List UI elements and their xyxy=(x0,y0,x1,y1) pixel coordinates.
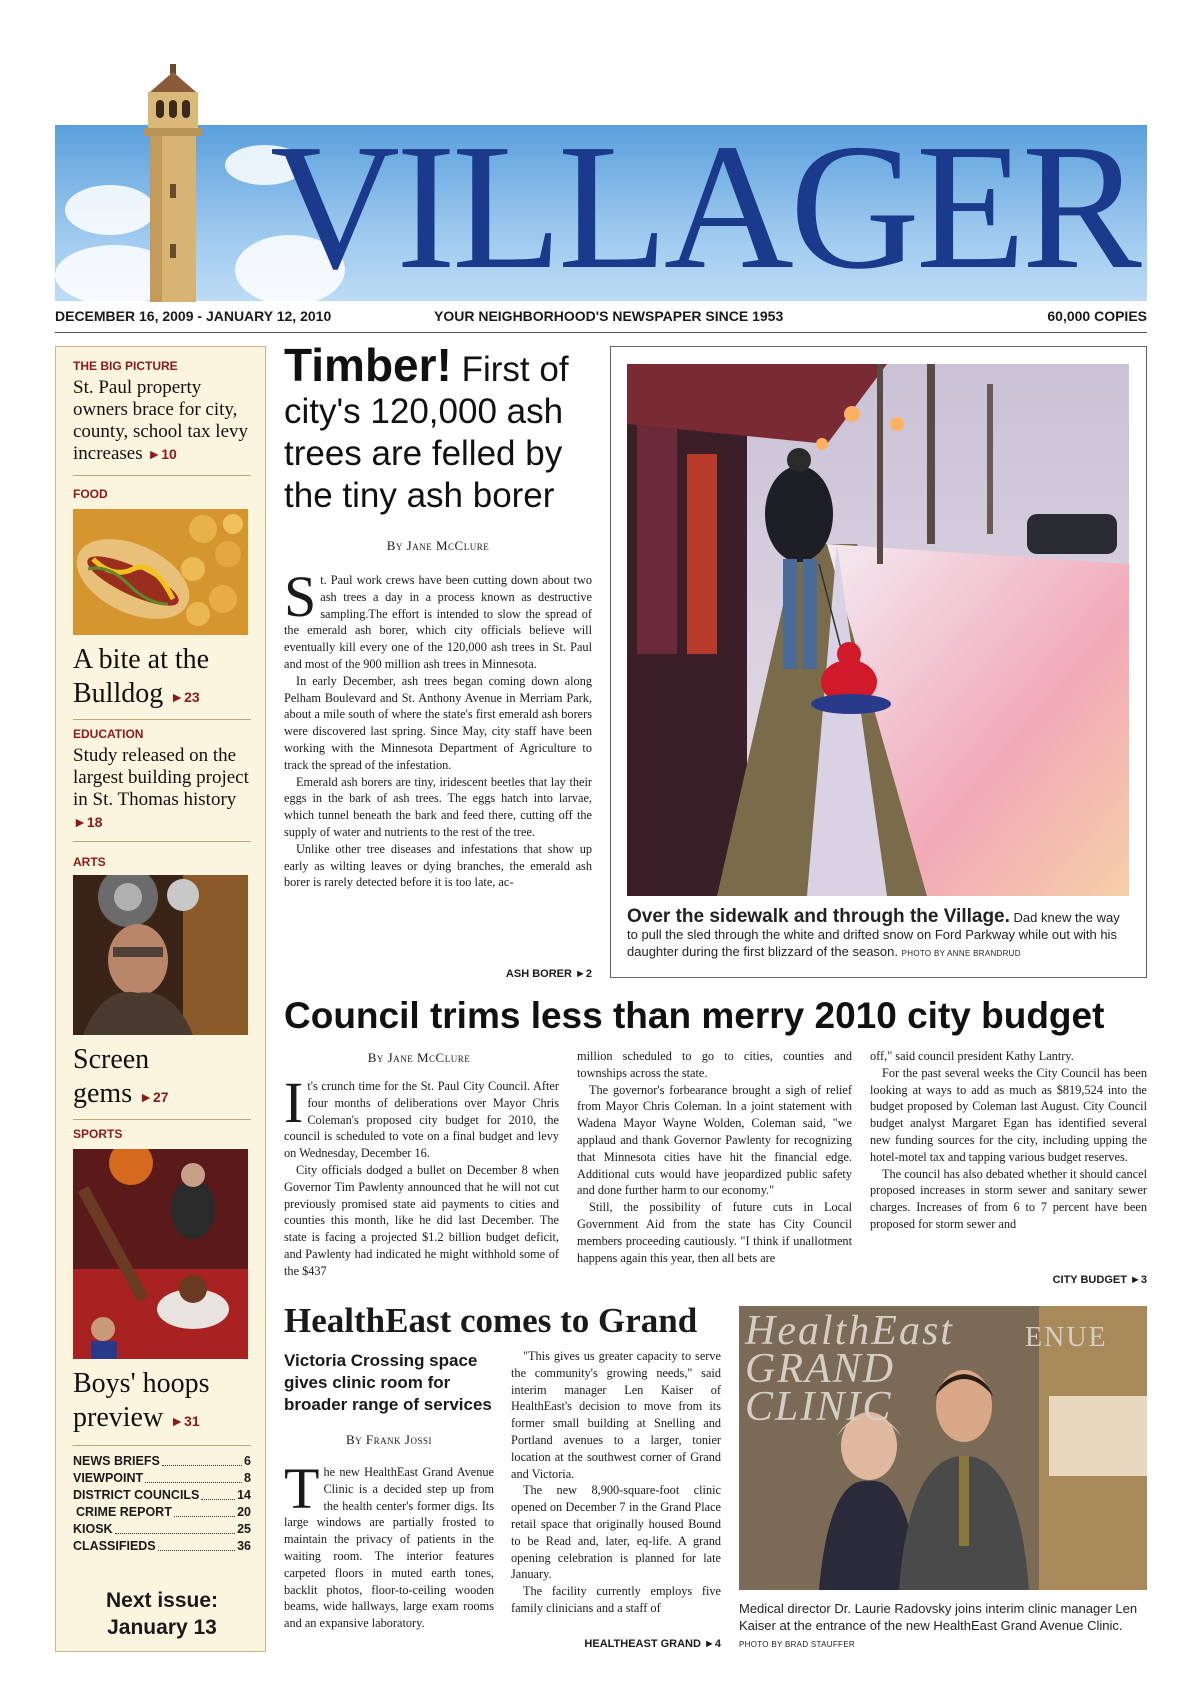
budget-jump-link[interactable]: CITY BUDGET ►3 xyxy=(1052,1274,1147,1286)
timber-body xyxy=(284,564,592,891)
index-page: 25 xyxy=(237,1522,251,1536)
teaser-big-picture[interactable] xyxy=(73,359,251,465)
photo1-caption xyxy=(627,908,1129,962)
teaser-label: FOOD xyxy=(73,487,108,501)
clinic-sign-avenue: ENUE xyxy=(1025,1322,1108,1353)
teaser-headline: Study released on the largest building project in St. Thomas history xyxy=(73,745,249,810)
healtheast-col-2 xyxy=(511,1348,721,1617)
healtheast-headline[interactable]: HealthEast comes to Grand xyxy=(284,1301,698,1340)
teaser-arts[interactable] xyxy=(73,1043,251,1114)
paragraph: t's crunch time for the St. Paul City Council. After four months of deliberations over Mayor Chris Coleman's proposed city budget for 2010, the council is scheduled to vote on a final budget and levy on Wednesday, December 16. xyxy=(284,1079,559,1161)
teaser-arts-label xyxy=(73,855,251,869)
budget-headline[interactable]: Council trims less than merry 2010 city budget xyxy=(284,995,1105,1036)
index-name: NEWS BRIEFS xyxy=(73,1454,160,1468)
divider xyxy=(73,719,251,720)
teaser-sports-label xyxy=(73,1127,251,1141)
next-issue-date: January 13 xyxy=(107,1616,217,1639)
healtheast-subhead: Victoria Crossing space gives clinic room for broader range of services xyxy=(284,1351,492,1414)
caption-lead: Over the sidewalk and through the Village. xyxy=(627,906,1010,927)
paragraph: The governor's forbearance brought a sigh of relief from Mayor Chris Coleman. In a joint statement with Wadena Mayor Wayne Wolden, Coleman said, "we applaud and thank Governor Pawlenty for recognizing that Minnesota cities have hit the financial edge. Additional cuts would have jeopardized public safety and done further harm to our economy." xyxy=(577,1082,852,1198)
clinic-photo xyxy=(739,1306,1147,1590)
timber-jump-link[interactable]: ASH BORER ►2 xyxy=(505,968,592,980)
dropcap: I xyxy=(284,1070,304,1135)
paragraph: For the past several weeks the City Council has been looking at ways to add as much as $819,524 into the budget proposed by Coleman last August. City Council budget analyst Margaret Egan has identified several new funding sources for the city, including upping the hotel-motel tax and tapping various budget reserves. xyxy=(870,1065,1147,1164)
dateline-bar xyxy=(55,308,1147,330)
teaser-headline: Boys' hoops preview xyxy=(73,1368,210,1433)
budget-col-3 xyxy=(870,1048,1147,1233)
timber-headline-rest: First of city's 120,000 ash trees are felled by the tiny ash borer xyxy=(284,350,569,515)
teaser-label: EDUCATION xyxy=(73,727,144,741)
divider xyxy=(73,1445,251,1446)
timber-byline: By Jane McClure xyxy=(386,538,490,553)
index-name: CLASSIFIEDS xyxy=(73,1539,156,1553)
page-index xyxy=(73,1453,251,1555)
teaser-food[interactable] xyxy=(73,643,251,714)
index-name: CRIME REPORT xyxy=(76,1505,172,1519)
projectionist-photo xyxy=(73,875,248,1035)
paragraph: off," said council president Kathy Lantry. xyxy=(870,1049,1074,1063)
copies-count: 60,000 COPIES xyxy=(1047,308,1147,324)
snow-sidewalk-photo xyxy=(627,364,1129,896)
index-page: 14 xyxy=(237,1488,251,1502)
tagline: YOUR NEIGHBORHOOD'S NEWSPAPER SINCE 1953 xyxy=(434,308,784,324)
photo-credit: PHOTO BY BRAD STAUFFER xyxy=(739,1640,855,1649)
teaser-headline: A bite at the Bulldog xyxy=(73,644,210,709)
teaser-sports[interactable] xyxy=(73,1367,251,1438)
index-page: 6 xyxy=(244,1454,251,1468)
masthead-title: VILLAGER xyxy=(270,125,1138,301)
sidebar-teasers xyxy=(55,346,266,1652)
teaser-page-ref: ►18 xyxy=(73,814,103,830)
paragraph: "This gives us greater capacity to serve the community's growing needs," said interim manager Len Kaiser of HealthEast's decision to move from its former small building at Snelling and Portland avenues to a larger, tonier location at the southwest corner of Grand and Victoria. xyxy=(511,1349,721,1481)
teaser-headline: Screen gems xyxy=(73,1044,150,1109)
index-page: 36 xyxy=(237,1539,251,1553)
header-rule xyxy=(55,332,1147,333)
teaser-page-ref: ►27 xyxy=(139,1089,169,1105)
hotdog-photo xyxy=(73,509,248,635)
paragraph: t. Paul work crews have been cutting down about two ash trees a day in a process known as destructive sampling.The effort is intended to slow the spread of the emerald ash borer, which city officials believe will eventually kill every one of the 120,000 ash trees in St. Paul and most of the 900 million ash trees in Minnesota. xyxy=(284,573,592,671)
index-row[interactable] xyxy=(73,1470,251,1487)
index-name: KIOSK xyxy=(73,1522,113,1536)
index-name: DISTRICT COUNCILS xyxy=(73,1488,200,1502)
teaser-page-ref: ►10 xyxy=(147,446,177,462)
index-row[interactable] xyxy=(73,1521,251,1538)
index-page: 20 xyxy=(237,1505,251,1519)
paragraph: million scheduled to go to cities, counties and townships across the state. xyxy=(577,1049,852,1080)
paragraph: he new HealthEast Grand Avenue Clinic is a decided step up from the health center's former digs. Its large windows are partially frosted to maintain the privacy of patients in the waiting room. The interior features carpeted floors in muted earth tones, backlit photos, floor-to-ceiling wooden beams, wide hallways, large exam rooms and an expansive laboratory. xyxy=(284,1465,494,1631)
dropcap: S xyxy=(284,564,317,629)
teaser-headline: St. Paul property owners brace for city, county, school tax levy increases xyxy=(73,377,249,464)
index-row[interactable] xyxy=(73,1538,251,1555)
teaser-label: THE BIG PICTURE xyxy=(73,359,178,373)
budget-col-2 xyxy=(577,1048,852,1266)
index-row[interactable] xyxy=(73,1504,251,1521)
index-row[interactable] xyxy=(73,1487,251,1504)
teaser-food-label xyxy=(73,487,251,501)
divider xyxy=(73,841,251,842)
healtheast-col-1 xyxy=(284,1456,494,1632)
next-issue-label: Next issue: xyxy=(105,1589,219,1612)
paragraph: The council has also debated whether it should cancel proposed increases in storm sewer and sanitary sewer charges. Increases of from 6 to 7 percent have been proposed for storm sewer and xyxy=(870,1166,1147,1231)
index-row[interactable] xyxy=(73,1453,251,1470)
issue-date-range: DECEMBER 16, 2009 - JANUARY 12, 2010 xyxy=(55,308,332,324)
healtheast-byline: By Frank Jossi xyxy=(346,1432,432,1447)
paragraph: In early December, ash trees began coming down along Pelham Boulevard and St. Anthony Avenue in Merriam Park, about a mile south of where the state's first emerald ash borers were discovered last spring. Since May, city staff have been working with the Minnesota Department of Agriculture to track the spread of the infestation. xyxy=(284,673,592,772)
timber-headline[interactable] xyxy=(284,339,604,517)
paragraph: City officials dodged a bullet on December 8 when Governor Tim Pawlenty announced that he will not cut previously promised state aid payments to cities and counties this month, like he did last December. The state is facing a projected $1.2 billion budget deficit, and Pawlenty had indicated he might withhold some of the $437 xyxy=(284,1162,559,1278)
timber-headline-bold: Timber! xyxy=(284,339,452,391)
photo-credit: PHOTO BY ANNE BRANDRUD xyxy=(901,949,1021,958)
clinic-sign: HealthEast GRAND CLINIC xyxy=(745,1308,954,1430)
basketball-photo xyxy=(73,1149,248,1359)
paragraph: Still, the possibility of future cuts in Local Government Aid from the state has City Council members proceeding cautiously. "I think if unallotment happens again this year, then all bets are xyxy=(577,1200,852,1265)
budget-col-1 xyxy=(284,1070,559,1280)
teaser-label: ARTS xyxy=(73,855,106,869)
water-tower-icon xyxy=(120,64,226,302)
paragraph: The facility currently employs five family clinicians and a staff of xyxy=(511,1584,721,1615)
index-name: VIEWPOINT xyxy=(73,1471,144,1485)
teaser-page-ref: ►23 xyxy=(170,689,200,705)
next-issue xyxy=(73,1587,251,1641)
paragraph: The new 8,900-square-foot clinic opened on December 7 in the Grand Place retail space that originally housed Bound to be Read and, later, eq-life. A grand opening celebration is planned for late January. xyxy=(511,1483,721,1582)
paragraph: Emerald ash borers are tiny, iridescent beetles that lay their eggs in the bark of ash trees. The eggs hatch into larvae, which tunnel beneath the bark and feed there, cutting off the supply of water and nutrients to the rest of the tree. xyxy=(284,774,592,839)
budget-byline: By Jane McClure xyxy=(367,1050,471,1065)
divider xyxy=(73,475,251,476)
paragraph: Unlike other tree diseases and infestations that show up early as wilting leaves or dying branches, the emerald ash borer is rarely detected before it is too late, ac- xyxy=(284,841,592,890)
divider xyxy=(73,1119,251,1120)
photo2-caption xyxy=(739,1600,1147,1653)
teaser-label: SPORTS xyxy=(73,1127,123,1141)
healtheast-jump-link[interactable]: HEALTHEAST GRAND ►4 xyxy=(584,1638,721,1650)
dropcap: T xyxy=(284,1456,320,1521)
index-page: 8 xyxy=(244,1471,251,1485)
teaser-page-ref: ►31 xyxy=(170,1413,200,1429)
caption-text: Dad knew the way to pull the sled through the white and drifted snow on Ford Parkway while out with his daughter during the first blizzard of the season. xyxy=(627,910,1120,959)
caption-text: Medical director Dr. Laurie Radovsky joins interim clinic manager Len Kaiser at the entrance of the new HealthEast Grand Avenue Clinic. xyxy=(739,1601,1138,1633)
teaser-education[interactable] xyxy=(73,727,251,833)
